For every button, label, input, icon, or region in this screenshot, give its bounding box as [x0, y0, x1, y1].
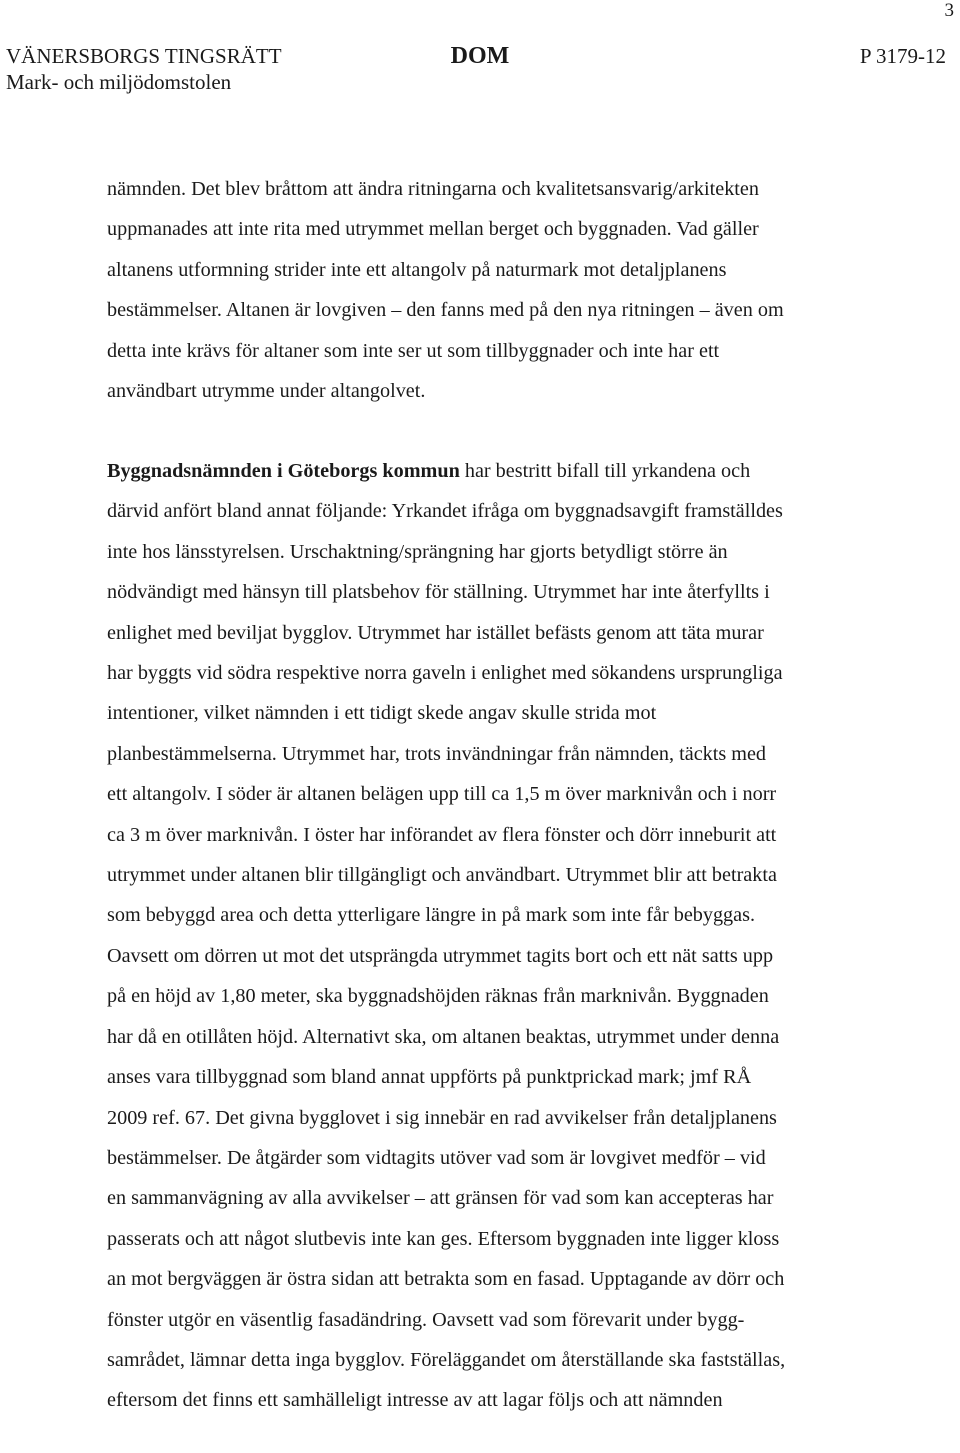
text-line: 2009 ref. 67. Det givna bygglovet i sig innebär en rad avvikelser från detaljplanens: [107, 1106, 777, 1129]
text-line: fönster utgör en väsentlig fasadändring. Oavsett vad som förevarit under bygg-: [107, 1308, 745, 1331]
case-number: P 3179-12: [859, 44, 946, 68]
text-line: därvid anfört bland annat följande: Yrkandet ifråga om byggnadsavgift framställdes: [107, 500, 783, 523]
document-type: DOM: [450, 43, 510, 69]
text-line: nämnden. Det blev bråttom att ändra ritningarna och kvalitetsansvarig/arkitekten: [107, 178, 759, 200]
text-line: ett altangolv. I söder är altanen belägen upp till ca 1,5 m över marknivån och i norr: [107, 783, 777, 806]
text-line: utrymmet under altanen blir tillgängligt och användbart. Utrymmet blir att betrakta: [107, 864, 777, 887]
text-line: ca 3 m över marknivån. I öster har införandet av flera fönster och dörr inneburit att: [107, 823, 777, 846]
text-line: enlighet med beviljat bygglov. Utrymmet har istället befästs genom att täta murar: [107, 621, 764, 644]
text-line: en sammanvägning av alla avvikelser – att gränsen för vad som kan accepteras har: [107, 1187, 774, 1210]
text-line: har då en otillåten höjd. Alternativt ska, om altanen beaktas, utrymmet under denna: [107, 1025, 780, 1048]
text-line: uppmanades att inte rita med utrymmet mellan berget och byggnaden. Vad gäller: [107, 218, 759, 241]
paragraph-lead-line: [107, 451, 907, 491]
text-line: som bebyggd area och detta ytterligare längre in på mark som inte får bebyggas.: [107, 904, 756, 927]
court-name: VÄNERSBORGS TINGSRÄTT: [6, 44, 282, 68]
text-line: planbestämmelserna. Utrymmet har, trots invändningar från nämnden, täckts med: [107, 742, 767, 765]
text-line: samrådet, lämnar detta inga bygglov. Föreläggandet om återställande ska fastställas,: [107, 1348, 786, 1371]
text-line: anses vara tillbyggnad som bland annat uppförts på punktprickad mark; jmf RÅ: [107, 1066, 752, 1089]
lead-text: har bestritt bifall till yrkandena och: [459, 460, 751, 482]
paragraph-1: [107, 169, 907, 411]
text-line: nödvändigt med hänsyn till platsbehov för ställning. Utrymmet har inte återfyllts i: [107, 581, 770, 604]
text-line: an mot bergväggen är östra sidan att betrakta som en fasad. Upptagande av dörr och: [107, 1268, 785, 1291]
text-line: inte hos länsstyrelsen. Urschaktning/sprängning har gjorts betydligt större än: [107, 540, 728, 563]
paragraph-2: [107, 451, 907, 1421]
text-line: på en höjd av 1,80 meter, ska byggnadshöjden räknas från marknivån. Byggnaden: [107, 985, 769, 1008]
court-division: Mark- och miljödomstolen: [6, 70, 232, 94]
text-line: intentioner, vilket nämnden i ett tidigt skede angav skulle strida mot: [107, 702, 657, 725]
text-line: altanens utformning strider inte ett altangolv på naturmark mot detaljplanens: [107, 258, 727, 281]
text-line: detta inte krävs för altaner som inte ser ut som tillbyggnader och inte har ett: [107, 339, 720, 362]
text-line: användbart utrymme under altangolvet.: [107, 380, 426, 403]
text-line: eftersom det finns ett samhälleligt intresse av att lagar följs och att nämnden: [107, 1389, 723, 1412]
text-line: Oavsett om dörren ut mot det utsprängda utrymmet tagits bort och ett nät satts upp: [107, 944, 774, 967]
text-line: har byggts vid södra respektive norra gaveln i enlighet med sökandens ursprungliga: [107, 662, 783, 685]
party-name: Byggnadsnämnden i Göteborgs kommun: [107, 460, 460, 482]
text-line: bestämmelser. Altanen är lovgiven – den fanns med på den nya ritningen – även om: [107, 299, 784, 322]
text-line: bestämmelser. De åtgärder som vidtagits utöver vad som är lovgivet medför – vid: [107, 1146, 766, 1169]
page-number: 3: [944, 0, 954, 21]
text-line: passerats och att något slutbevis inte kan ges. Eftersom byggnaden inte ligger kloss: [107, 1227, 780, 1250]
